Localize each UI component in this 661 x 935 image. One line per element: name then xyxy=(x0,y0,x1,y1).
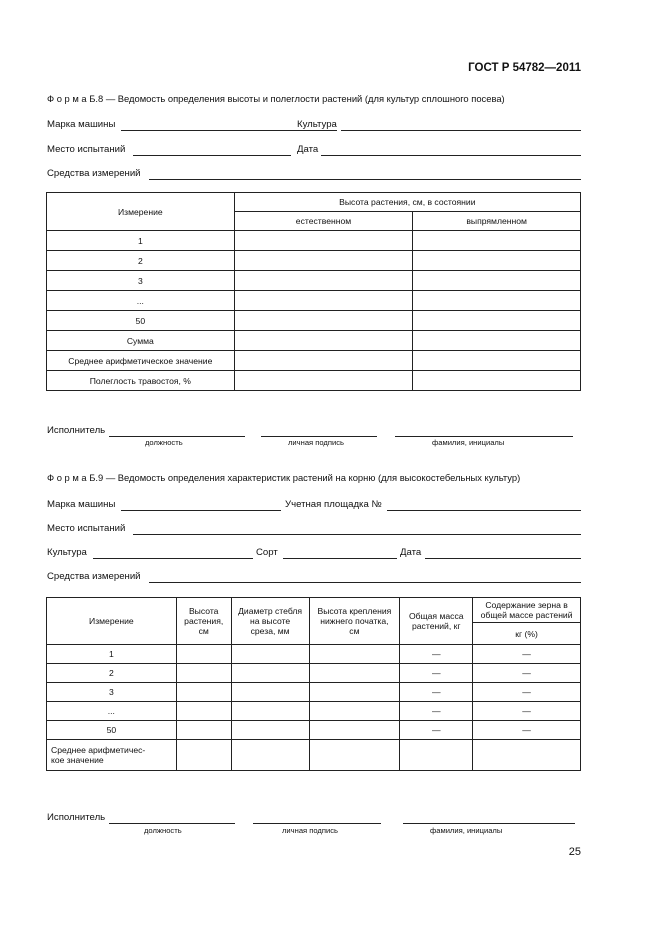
executor-label: Исполнитель xyxy=(47,812,106,823)
th-measure: Измерение xyxy=(47,598,177,645)
cell[interactable] xyxy=(176,721,231,740)
standard-number: ГОСТ Р 54782—2011 xyxy=(468,62,581,74)
cell[interactable] xyxy=(309,645,400,664)
cell[interactable] xyxy=(231,664,309,683)
table-row xyxy=(47,251,581,271)
row-label: 50 xyxy=(47,311,235,331)
cell[interactable] xyxy=(413,251,581,271)
name-field[interactable] xyxy=(395,425,573,437)
instruments-field[interactable] xyxy=(149,571,581,583)
form-b9-signature-row xyxy=(47,812,581,826)
cell[interactable] xyxy=(309,664,400,683)
cell[interactable] xyxy=(413,331,581,351)
row-label: 1 xyxy=(47,645,177,664)
signature-caption: личная подпись xyxy=(282,826,338,835)
cell[interactable] xyxy=(231,721,309,740)
variety-label: Сорт xyxy=(256,547,278,558)
dash-cell: — xyxy=(400,721,473,740)
th-total-mass: Общая масса растений, кг xyxy=(400,598,473,645)
culture-label: Культура xyxy=(297,119,337,130)
place-field[interactable] xyxy=(133,523,581,535)
th-grain-content: Содержание зерна в общей массе растений xyxy=(473,598,581,623)
executor-label: Исполнитель xyxy=(47,425,106,436)
table-row xyxy=(47,702,581,721)
dash-cell: — xyxy=(473,721,581,740)
row-label: Полеглость травостоя, % xyxy=(47,371,235,391)
form-b8-title: Ф о р м а Б.8 — Ведомость определения высоты и полеглости растений (для культур сплошного посева) xyxy=(47,93,505,104)
cell[interactable] xyxy=(309,740,400,771)
page-number: 25 xyxy=(568,846,581,858)
place-label: Место испытаний xyxy=(47,523,126,534)
date-field[interactable] xyxy=(321,144,581,156)
position-field[interactable] xyxy=(109,812,235,824)
form-b8-table xyxy=(46,192,581,391)
th-straight: выпрямленном xyxy=(413,212,581,231)
cell[interactable] xyxy=(234,351,413,371)
form-b8-row-instruments xyxy=(47,168,581,182)
position-field[interactable] xyxy=(109,425,245,437)
cell[interactable] xyxy=(176,683,231,702)
dash-cell: — xyxy=(400,664,473,683)
machine-label: Марка машины xyxy=(47,119,116,130)
row-label: 3 xyxy=(47,683,177,702)
table-row xyxy=(47,291,581,311)
cell[interactable] xyxy=(413,311,581,331)
row-label: ... xyxy=(47,702,177,721)
cell[interactable] xyxy=(234,231,413,251)
cell[interactable] xyxy=(234,271,413,291)
form-b8-row-machine xyxy=(47,119,581,133)
dash-cell: — xyxy=(400,683,473,702)
table-row xyxy=(47,721,581,740)
cell[interactable] xyxy=(413,271,581,291)
culture-label: Культура xyxy=(47,547,87,558)
row-label: 3 xyxy=(47,271,235,291)
form-b9-row-culture xyxy=(47,547,581,561)
table-row xyxy=(47,664,581,683)
cell[interactable] xyxy=(234,251,413,271)
cell[interactable] xyxy=(234,311,413,331)
cell[interactable] xyxy=(176,645,231,664)
cell[interactable] xyxy=(309,702,400,721)
table-row xyxy=(47,371,581,391)
th-height-group: Высота растения, см, в состоянии xyxy=(234,193,580,212)
row-label: Среднее арифметическое значение xyxy=(47,351,235,371)
cell[interactable] xyxy=(413,351,581,371)
dash-cell: — xyxy=(400,702,473,721)
instruments-field[interactable] xyxy=(149,168,581,180)
dash-cell: — xyxy=(473,702,581,721)
cell[interactable] xyxy=(176,740,231,771)
place-label: Место испытаний xyxy=(47,144,126,155)
form-b9-row-instruments xyxy=(47,571,581,585)
signature-caption: личная подпись xyxy=(288,438,344,447)
cell[interactable] xyxy=(176,702,231,721)
dash-cell: — xyxy=(473,683,581,702)
th-stem-diameter: Диаметр стебля на высоте среза, мм xyxy=(231,598,309,645)
signature-field[interactable] xyxy=(261,425,377,437)
row-label: 50 xyxy=(47,721,177,740)
table-row xyxy=(47,351,581,371)
cell[interactable] xyxy=(400,740,473,771)
variety-field[interactable] xyxy=(283,547,397,559)
dash-cell: — xyxy=(400,645,473,664)
table-row xyxy=(47,645,581,664)
table-row xyxy=(47,331,581,351)
dash-cell: — xyxy=(473,645,581,664)
cell[interactable] xyxy=(234,371,413,391)
cell[interactable] xyxy=(231,702,309,721)
cell[interactable] xyxy=(473,740,581,771)
name-caption: фамилия, инициалы xyxy=(430,826,503,835)
cell[interactable] xyxy=(413,371,581,391)
cell[interactable] xyxy=(234,331,413,351)
row-label: 1 xyxy=(47,231,235,251)
form-b9-row-machine xyxy=(47,499,581,513)
name-field[interactable] xyxy=(403,812,575,824)
table-row xyxy=(47,231,581,251)
date-label: Дата xyxy=(400,547,422,558)
name-caption: фамилия, инициалы xyxy=(432,438,505,447)
signature-field[interactable] xyxy=(253,812,381,824)
table-row xyxy=(47,271,581,291)
place-field[interactable] xyxy=(133,144,291,156)
instruments-label: Средства измерений xyxy=(47,168,141,179)
form-b9-table xyxy=(46,597,581,771)
cell[interactable] xyxy=(231,740,309,771)
table-row xyxy=(47,740,581,771)
row-label: 2 xyxy=(47,251,235,271)
form-b9-title: Ф о р м а Б.9 — Ведомость определения характеристик растений на корню (для высокостебельных культур) xyxy=(47,472,521,483)
th-natural: естественном xyxy=(234,212,413,231)
table-row xyxy=(47,311,581,331)
th-measure: Измерение xyxy=(47,193,235,231)
machine-label: Марка машины xyxy=(47,499,116,510)
table-row xyxy=(47,683,581,702)
row-label: ... xyxy=(47,291,235,311)
culture-field[interactable] xyxy=(93,547,253,559)
cell[interactable] xyxy=(234,291,413,311)
cell[interactable] xyxy=(231,645,309,664)
form-b8-signature-row xyxy=(47,425,581,439)
culture-field[interactable] xyxy=(341,119,581,131)
position-caption: должность xyxy=(145,438,183,447)
instruments-label: Средства измерений xyxy=(47,571,141,582)
date-label: Дата xyxy=(297,144,319,155)
row-label-mean: Среднее арифметичес- кое значение xyxy=(47,740,177,771)
cell[interactable] xyxy=(231,683,309,702)
form-b8-row-place xyxy=(47,144,581,158)
cell[interactable] xyxy=(176,664,231,683)
th-ear-attachment: Высота крепления нижнего початка, см xyxy=(309,598,400,645)
th-plant-height: Высота растения, см xyxy=(176,598,231,645)
cell[interactable] xyxy=(309,721,400,740)
form-b9-row-place xyxy=(47,523,581,537)
machine-field[interactable] xyxy=(121,499,281,511)
row-label: 2 xyxy=(47,664,177,683)
cell[interactable] xyxy=(309,683,400,702)
dash-cell: — xyxy=(473,664,581,683)
cell[interactable] xyxy=(413,231,581,251)
date-field[interactable] xyxy=(425,547,581,559)
plot-field[interactable] xyxy=(387,499,581,511)
th-grain-units: кг (%) xyxy=(473,623,581,645)
row-label: Сумма xyxy=(47,331,235,351)
cell[interactable] xyxy=(413,291,581,311)
position-caption: должность xyxy=(144,826,182,835)
plot-label: Учетная площадка № xyxy=(285,499,382,510)
